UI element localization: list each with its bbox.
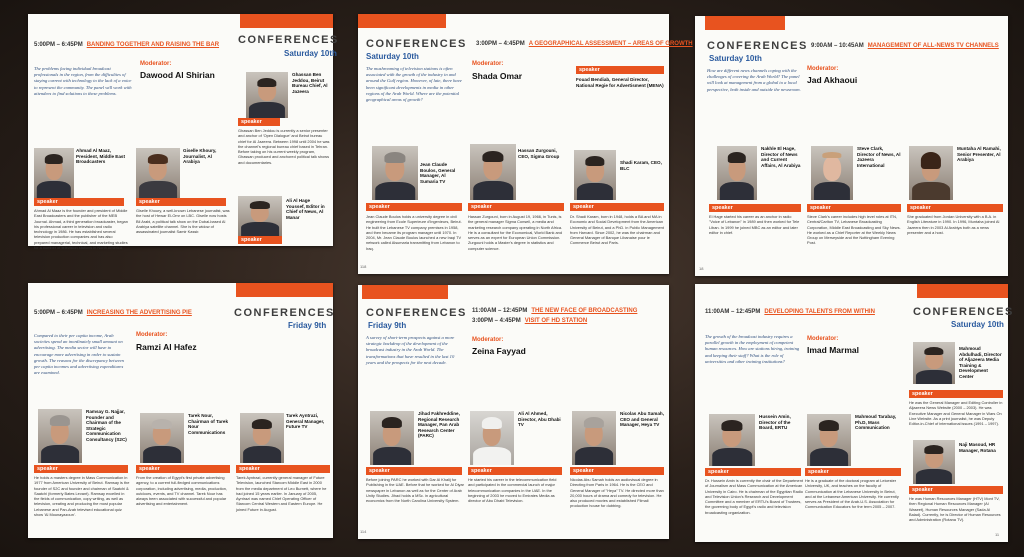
speaker-photo xyxy=(572,411,616,465)
speaker-tag: speaker xyxy=(909,486,1003,494)
session-title: BANDING TOGETHER AND RAISING THE BAR xyxy=(86,42,220,48)
speaker-bio: She graduated from Jordan University with a B.A. in English Literature in 1990. In 1996, Muntaha joined Al Jazeera then in 2003 Al Arabiya both as a news presenter and a host. xyxy=(907,214,1000,235)
speaker-tag: speaker xyxy=(907,204,1003,212)
brochure-page-6 xyxy=(695,284,1014,542)
session-header xyxy=(34,42,219,48)
speaker-tag: speaker xyxy=(805,468,901,476)
orange-banner xyxy=(240,14,333,28)
speaker-bio: Before joining PARC he worked with Dar Al Khalij for Publishing in the UAE. Before that he worked for Al Diyar newspaper in Lebanon as well as for the Center of Arab Unity Studies. Jihad holds a MSc. in agricultural economics from the North Carolina University System. xyxy=(366,477,464,504)
brochure-page-2 xyxy=(358,14,693,274)
speaker-bio: He is a graduate of the doctoral program at Leicester University, UK, and teaches on the faculty of Communication at the Lebanese University in Beirut, and at the Lebanese American University. He currently serves as President of the Arab-U.S. Association for Communication Educators for the term 2005 – 2007. xyxy=(805,478,899,510)
speaker-bio: He started his career in the telecommunication field and participated in the commercial launch of major telecommunication companies in the UAE. In the beginning of 2003 he moved to Emirates Media as director of Abu Dhabi Television. xyxy=(468,477,557,504)
session-time: 9:00AM – 10:45AM xyxy=(811,43,864,49)
speaker-name: Tarek Ayntrazi, General Manager, Future TV xyxy=(286,413,325,429)
speaker-name: Fouad Bendiab, General Director, National Regie for Advertisment (MENA) xyxy=(576,77,664,88)
session-title: A GEOGRAPHICAL ASSESSMENT – AREAS OF GROWTH xyxy=(528,41,693,47)
conferences-heading: CONFERENCES xyxy=(366,38,467,50)
speaker-tag: speaker xyxy=(709,204,801,212)
speaker-photo xyxy=(909,146,953,200)
moderator-label: Moderator: xyxy=(140,61,172,67)
session-header xyxy=(472,308,637,314)
session-day: Saturday 10th xyxy=(366,52,419,61)
session-title: MANAGEMENT OF ALL-NEWS TV CHANNELS xyxy=(867,43,999,49)
session-day: Friday 9th xyxy=(288,321,327,330)
moderator-name: Ramzi Al Hafez xyxy=(136,342,197,352)
session-title: INCREASING THE ADVERTISING PIE xyxy=(86,310,192,316)
speaker-bio: From the creation of Egypt's first private advertising agency, to a current full-fledged communications corporation, including advertising, media, production, outdoors, events, and TV channel. Tarek Nour has always been associated with successful and popular advertising and entertainment. xyxy=(136,475,228,507)
brochure-page-3 xyxy=(695,16,1008,276)
speaker-tag: speaker xyxy=(576,66,664,74)
session-title: THE NEW FACE OF BROADCASTING xyxy=(531,308,638,314)
conferences-heading: CONFERENCES xyxy=(707,40,808,52)
speaker-photo xyxy=(140,413,184,463)
brochure-page-4 xyxy=(28,283,333,538)
speaker-name: Giselle Khoury, Journalist, Al Arabiya xyxy=(183,148,217,164)
speaker-name: Jihad Fakhreddine, Regional Research Manager, Pan Arab Research Center (PARC) xyxy=(418,411,460,438)
speaker-bio: Nicolas Abu Samah holds an audiovisual degree in Directing from Paris in 1964. He is the CEO and General Manager of "Heya" TV. He directed more than 20,000 hours of drama and comedy for television. He also produced movies and established Filmali production house for dubbing. xyxy=(570,477,664,509)
speaker-photo xyxy=(574,150,616,200)
speaker-photo xyxy=(470,144,516,200)
speaker-bio: Dr. Shadi Karam, born in 1948, holds a BA and MA in Economic and Social Development from the American University of Beirut, and a PhD. in Public Management from Harvard. Since 2002, he was the chairman and General Manager of Banque Libanaise pour le Commerce Beirut and Paris. xyxy=(570,214,664,246)
speaker-tag: speaker xyxy=(570,203,664,211)
moderator-name: Jad Akhaoui xyxy=(807,75,858,85)
speaker-photo xyxy=(811,146,853,200)
speaker-tag: speaker xyxy=(909,390,1003,398)
session-time: 5:00PM – 6:45PM xyxy=(34,42,83,48)
speaker-photo xyxy=(238,196,282,236)
orange-banner xyxy=(236,283,333,297)
session-intro: Compared to their per capita income, Arab societies spend an inordinately small amount on advertising. The media sector will have to encourage more advertising in order to sustain growth. The reasons for the discrepancy between per capita incomes and advertising expenditures are examined. xyxy=(34,333,124,376)
speaker-bio: Dr. Hussein Amin is currently the chair of the Department of Journalism and Mass Communication at the American University in Cairo. He is chairman of the Egyptian Radio and Television Union's Research and Development Committee and a member of ERTU's Board of Trustees, the governing body of Egypt's radio and television broadcasting organization. xyxy=(705,478,803,515)
speaker-bio: Ahmad Al Maaz is the founder and president of Middle East Broadcasters and the publisher of the MEB Journal. Ahmad, a third generation broadcaster, began his professional career in television and radio technology in 1986. He has established several television production companies and has also prepared managerial, technical, and marketing studies for a number of television stations in North America. xyxy=(34,208,128,250)
speaker-photo xyxy=(913,440,955,484)
speaker-tag: speaker xyxy=(236,465,330,473)
orange-banner xyxy=(358,14,446,28)
speaker-tag: speaker xyxy=(705,468,801,476)
speaker-photo xyxy=(370,411,414,465)
speaker-tag: speaker xyxy=(34,465,128,473)
session-title: DEVELOPING TALENTS FROM WITHIN xyxy=(764,309,875,315)
speaker-tag: speaker xyxy=(238,118,280,126)
speaker-tag: speaker xyxy=(366,467,462,475)
session-title: VISIT OF HD STATION xyxy=(524,318,588,324)
session-day: Saturday 10th xyxy=(284,49,337,58)
moderator-label: Moderator: xyxy=(472,61,504,67)
speaker-photo xyxy=(372,146,418,200)
session-intro: The growth of the broadcast industry requires a parallel growth in the employment of competent human resources. How are stations hiring, training and keeping their staff? What is the role of universities and other training institutions? xyxy=(705,334,800,364)
orange-banner xyxy=(362,285,448,299)
session-intro: A survey of short-term prospects against a more strategic backdrop of the development of the broadcast industry in the Arab World. The transformations that have resulted in the last 10 years and the prospects for the next decade. xyxy=(366,335,455,365)
speaker-bio: Tarek Ayntrazi, currently general manager of Future Television, launched Starcom Middle East in 2000 from the media department of Leo Burnett, where he had joined 15 years earlier. In January of 2005, Ayntrazi was named Chief Operating Officer of Starcom Central Western and Eastern Europe. He joined Future in August. xyxy=(236,475,327,512)
session-intro: The mushrooming of television stations is often associated with the growth of the industry in and around the Gulf region. However, of late, there have been significant developments in media in other regions of the Arab World. Where are the potential geographical areas of growth? xyxy=(366,66,462,102)
session-intro: How are different news channels coping with the challenges of covering the Arab World? The panel will look at management from a global to a local perspective, both inside and outside the newsroom. xyxy=(707,68,801,92)
session-header xyxy=(705,309,875,315)
session-time: 5:00PM – 6:45PM xyxy=(34,310,83,316)
orange-banner xyxy=(705,16,785,30)
speaker-tag: speaker xyxy=(468,467,562,475)
speaker-tag: speaker xyxy=(366,203,462,211)
session-time: 11:00AM – 12:45PM xyxy=(705,309,761,315)
conferences-heading: CONFERENCES xyxy=(234,307,335,319)
moderator-name: Imad Marmal xyxy=(807,345,859,355)
speaker-name: Ramsay G. Najjar, Founder and Chairman of the Strategic Communication Consultancy (S2C) xyxy=(86,409,127,442)
speaker-photo xyxy=(807,414,851,466)
speaker-bio: He was the General Manager and Editing Controller in Aljazeera News Website (2000 – 2003). He was Executive Manager and General Manager in Wars On Line Website. As a print journalist, he was Deputy Editor-in-Chief of international issues (1991 – 1997). xyxy=(909,400,1003,427)
speaker-tag: speaker xyxy=(136,198,226,206)
speaker-name: Hassan Zurgouni, CEO, Sigma Group xyxy=(518,148,560,159)
speaker-name: Tarek Nour, Chairman of Tarek Nour Communications xyxy=(188,413,228,435)
moderator-name: Zeina Fayyad xyxy=(472,346,526,356)
session-intro: The problems facing individual broadcast professionals in the region, from the difficulties of staying current with technology to the lack of a voice to represent the community. The panel will work with attendees to find solutions to these problems. xyxy=(34,66,132,96)
orange-banner xyxy=(917,284,1008,298)
speaker-name: Nakhle El Hage, Director of News and Current Affairs, Al Arabiya xyxy=(761,146,801,168)
brochure-page-5 xyxy=(358,285,669,539)
moderator-label: Moderator: xyxy=(472,337,504,343)
session-header xyxy=(811,43,999,49)
moderator-label: Moderator: xyxy=(807,336,839,342)
speaker-photo xyxy=(38,409,82,463)
speaker-bio: Jean Claude Boulos holds a university degree in civil engineering from Ecole Superieure d'Ingenieurs, Beirut. He built the Lebanese TV company premises in 1958, and then became its program manager until 1970. In 2004, Mr. Jean Claude Boulos launched a new Iraqi TV network called Alsumaria transmitting from Lebanon to Iraq. xyxy=(366,214,462,251)
speaker-name: Steve Clark, Director of News, Al Jazeera International xyxy=(857,146,901,168)
speaker-name: Naji Masoud, HR Manager, Rotana xyxy=(959,442,996,453)
moderator-label: Moderator: xyxy=(136,332,168,338)
speaker-bio: He was Human Resources Manager (HTV) Mont TV, then Regional Human Resources Manager (Al Waseet), Human Resources Manager (Sada Al Balad). Currently, he is Director of Human Resources and Administration (Rotana TV). xyxy=(909,496,1001,523)
speaker-tag: speaker xyxy=(468,203,564,211)
speaker-photo xyxy=(913,342,955,384)
speaker-photo xyxy=(240,413,284,463)
speaker-tag: speaker xyxy=(807,204,901,212)
speaker-photo xyxy=(709,414,755,466)
speaker-name: Shadi Karam, CEO, BLC xyxy=(620,160,662,171)
session-header xyxy=(476,41,693,47)
session-time: 3:00PM – 4:45PM xyxy=(472,318,521,324)
speaker-bio: El Hage started his career as an anchor in radio "Voice of Lebanon" in 1989 and then worked for Tele Liban. In 1999 he joined MBC as an editor and later editor in chief. xyxy=(709,214,800,235)
speaker-photo xyxy=(470,411,514,465)
session-time: 3:00PM – 4:45PM xyxy=(476,41,525,47)
speaker-name: Ghassan Ben Jeddou, Beirut Bureau Chief, Al Jazeera xyxy=(292,72,328,94)
speaker-bio: He holds a masters degree in Mass Communication in 1977 from American University of Beirut. Ramsay is the founder of S2C and founder and chairman of Saatchi & Saatchi (formerly Bates Levant). Ramsay excelled in the fields of communication, copy writing, as well as television, creating and producing the most popular Lebanese and Pan-Arab televised educational quiz show 'Al Mounayazoun'. xyxy=(34,475,130,517)
speaker-name: Ahmad Al Maaz, President, Middle East Broadcasters xyxy=(76,148,126,164)
session-header-2 xyxy=(472,318,587,324)
brochure-page-1 xyxy=(28,14,339,250)
speaker-photo xyxy=(136,148,180,198)
speaker-tag: speaker xyxy=(136,465,230,473)
speaker-name: Nicolas Abu Samah, CEO and General Manager, Heya TV xyxy=(620,411,664,427)
speaker-name: Jean Claude Boulos, General Manager, Al Sumaria TV xyxy=(420,162,456,184)
speaker-bio: Steve Clark's career includes high level roles at ITN, Central/Carlton TV, Lebanese Broadcasting Corporation, Middle East Broadcasting and Sky News. He worked as a Chief Reporter at the Weekly News Group on Merseyside and the Nottingham Evening Post. xyxy=(807,214,901,246)
speaker-tag: speaker xyxy=(238,236,282,244)
session-time: 11:00AM – 12:45PM xyxy=(472,308,528,314)
speaker-name: Muntaha Al Ramahi, Senior Presenter, Al Arabiya xyxy=(957,146,1001,162)
speaker-name: Hussein Amin, Director of the Board, ERTU xyxy=(759,414,791,430)
page-number: 18 xyxy=(699,266,704,271)
speaker-name: Ali Al Hage Youssef, Editor in Chief of News, Al Manar xyxy=(286,198,325,220)
speaker-name: Ali Al Ahmed, Director, Abu Dhabi TV xyxy=(518,411,561,427)
page-number: 11 xyxy=(995,532,1000,537)
moderator-name: Shada Omar xyxy=(472,71,523,81)
conferences-heading: CONFERENCES xyxy=(913,306,1014,318)
moderator-name: Dawood Al Shirian xyxy=(140,70,215,80)
session-day: Saturday 10th xyxy=(951,320,1004,329)
speaker-tag: speaker xyxy=(34,198,124,206)
speaker-name: Mahmoud Abdulhadi, Director of Aljazeera Media Training & Development Center xyxy=(959,346,1002,379)
session-header xyxy=(34,310,192,316)
speaker-bio: Ghassan Ben Jeddou is currently a senior presenter and anchor of 'Open Dialogue' and Beirut bureau chief for Al Jazeera. Between 1998 until 2004 he was the channel's regional bureau chief based in Tehran. Before taking on his current weekly program, Ghassan produced and anchored political talk shows and documentaries. xyxy=(238,128,330,165)
conferences-heading: CONFERENCES xyxy=(238,34,339,46)
speaker-name: Mahmoud Tarabay, Ph.D, Mass Communication xyxy=(855,414,897,430)
speaker-tag: speaker xyxy=(570,467,664,475)
session-day: Friday 9th xyxy=(368,321,407,330)
moderator-label: Moderator: xyxy=(807,66,839,72)
page-number: 118 xyxy=(360,264,367,269)
speaker-photo xyxy=(246,72,288,118)
page-number: 114 xyxy=(360,529,367,534)
speaker-photo xyxy=(717,146,757,200)
conferences-heading: CONFERENCES xyxy=(366,307,467,319)
speaker-photo xyxy=(34,148,74,198)
session-day: Saturday 10th xyxy=(709,54,762,63)
speaker-bio: Giselle Khoury, a well-known Lebanese journalist, was the host of Hewar El-Omr on LBC. Giselle now hosts Bil Arabi, a political talk show on the Dubai-based Al Arabiya satellite channel. She is the widow of assassinated journalist Samir Kassir. xyxy=(136,208,230,235)
speaker-bio: Hassan Zurgouni, born in August 19, 1966, in Tunis, is the general manager Sigma Conseil, a media and marketing research company operating in North Africa. He is a consultant for the Economical, World Bank and serves as an expert for European Union Commission. Zurgouni holds a Master's degree in statistics and computer science. xyxy=(468,214,563,251)
